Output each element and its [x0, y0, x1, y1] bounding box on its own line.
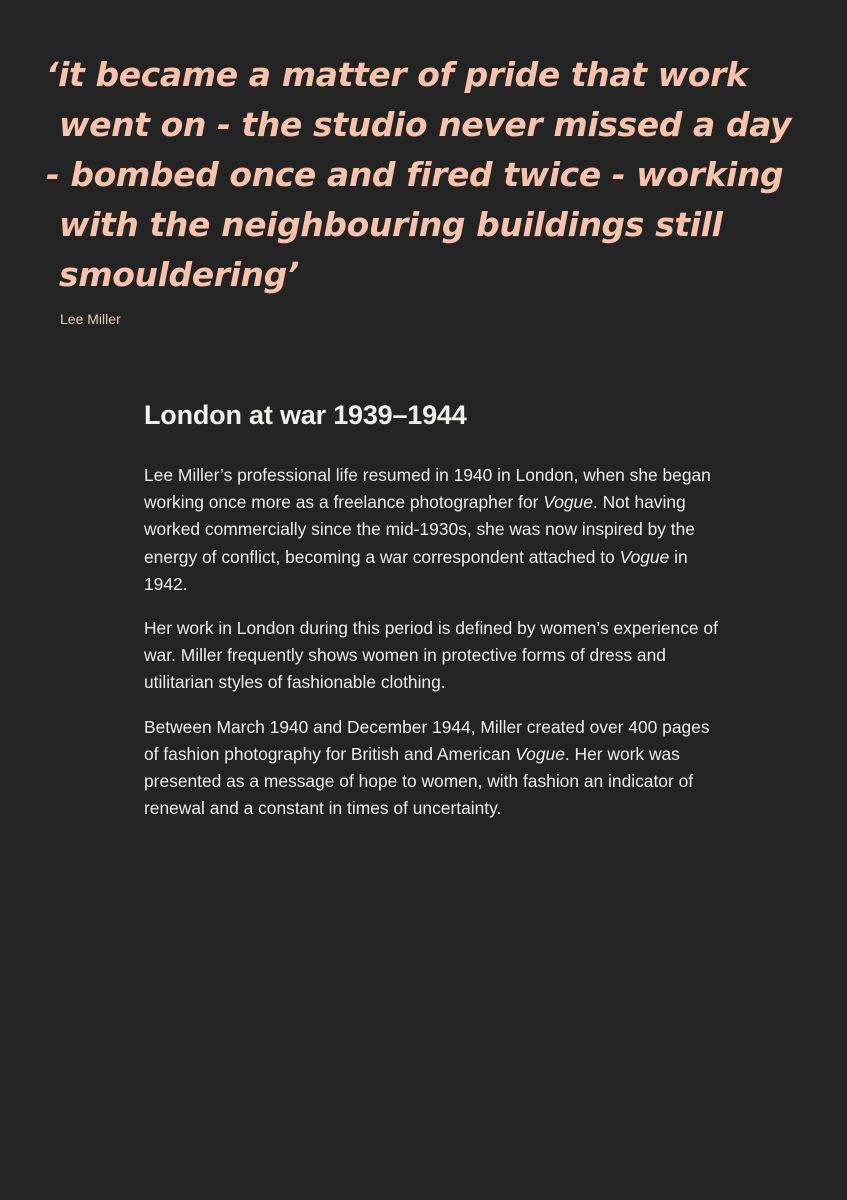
- paragraph-2: [144, 615, 724, 697]
- vogue-title: Vogue: [619, 546, 670, 567]
- pull-quote: [46, 50, 806, 300]
- paragraph-1-text-c: in 1942.: [144, 546, 688, 594]
- quote-line-5: smouldering’: [59, 255, 299, 294]
- section-heading: London at war 1939–1944: [144, 400, 467, 430]
- paragraph-3-text-b: . Her work was presented as a message of hope to women, with fashion an indicator of renewal and a constant in times of uncertainty.: [144, 743, 694, 819]
- quote-line-3: - bombed once and fired twice - working: [46, 155, 784, 194]
- quote-line-4: with the neighbouring buildings still: [59, 205, 723, 244]
- vogue-title: Vogue: [515, 743, 565, 764]
- article-section: [144, 396, 724, 839]
- paragraph-3: [144, 714, 724, 823]
- vogue-title: Vogue: [543, 492, 593, 513]
- quote-attribution: Lee Miller: [60, 311, 121, 327]
- quote-line-2: went on - the studio never missed a day: [59, 105, 792, 144]
- paragraph-3-text-a: Between March 1940 and December 1944, Miller created over 400 pages of fashion photography for British and American: [144, 716, 710, 764]
- paragraph-1: [144, 462, 724, 598]
- paragraph-1-text-b: . Not having worked commercially since the mid-1930s, she was now inspired by the energy of conflict, becoming a war correspondent attached to: [144, 492, 695, 567]
- paragraph-1-text-a: Lee Miller’s professional life resumed in 1940 in London, when she began working once more as a freelance photographer for: [144, 465, 711, 513]
- paragraph-2-text: Her work in London during this period is defined by women’s experience of war. Miller frequently shows women in protective forms of dress and utilitarian styles of fashionable clothing.: [144, 618, 718, 693]
- quote-line-1: ‘it became a matter of pride that work: [46, 55, 748, 94]
